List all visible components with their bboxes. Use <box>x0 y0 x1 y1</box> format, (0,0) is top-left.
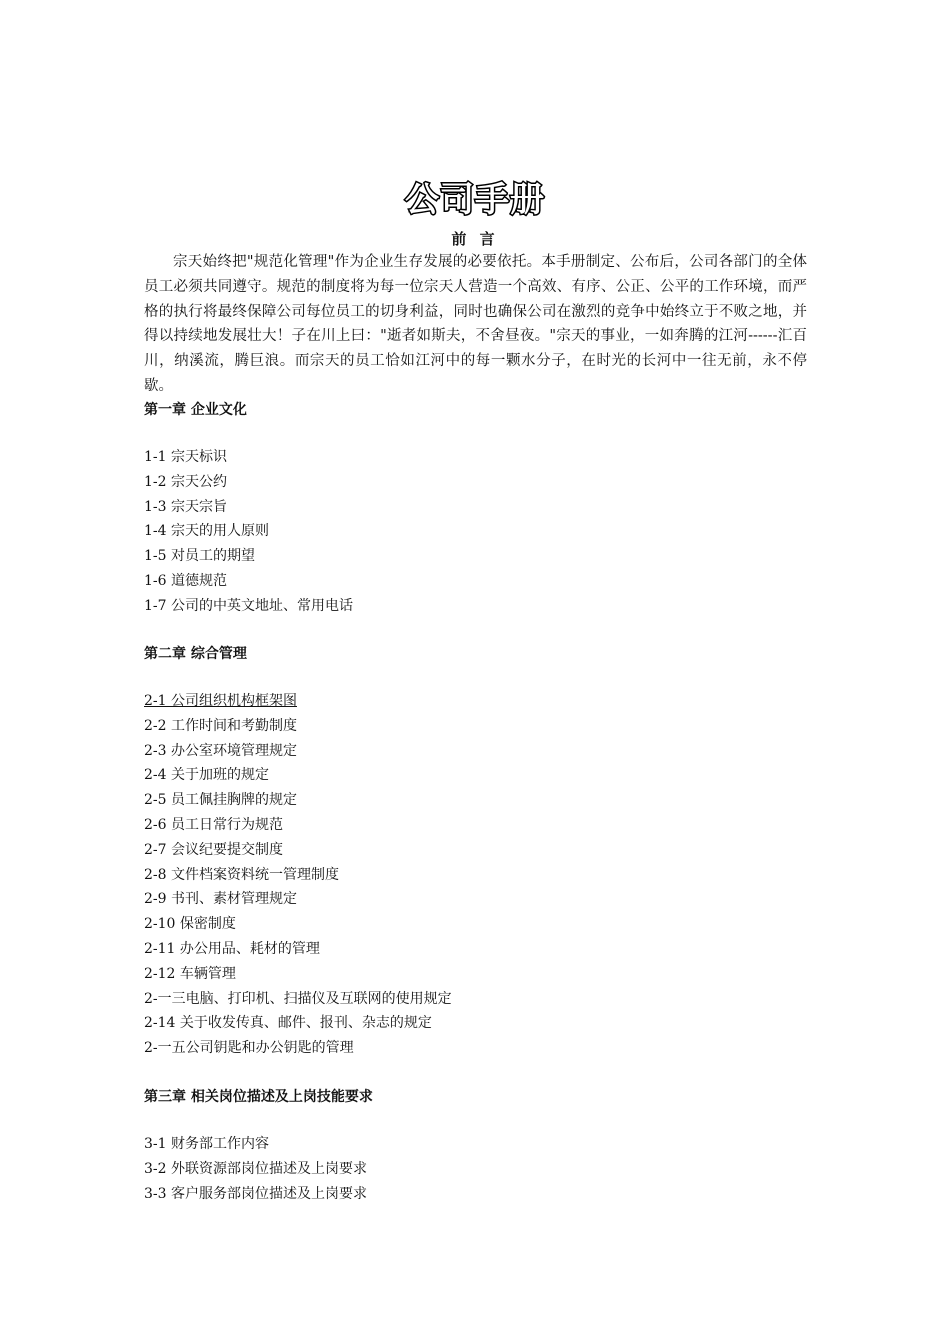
toc-item: 2-14 关于收发传真、邮件、报刊、杂志的规定 <box>144 1015 432 1032</box>
toc-item: 2-8 文件档案资料统一管理制度 <box>144 866 339 883</box>
toc-item: 2-一五公司钥匙和办公钥匙的管理 <box>144 1040 354 1057</box>
toc-item: 1-3 宗天宗旨 <box>144 498 227 515</box>
toc-link-org-chart[interactable]: 2-1 公司组织机构框架图 <box>144 693 297 709</box>
toc-item: 2-9 书刊、素材管理规定 <box>144 891 297 908</box>
toc-item: 2-一三电脑、打印机、扫描仪及互联网的使用规定 <box>144 990 452 1007</box>
toc-item: 3-2 外联资源部岗位描述及上岗要求 <box>144 1160 367 1177</box>
toc-item: 1-7 公司的中英文地址、常用电话 <box>144 597 353 614</box>
toc-item: 3-1 财务部工作内容 <box>144 1136 269 1152</box>
toc-item: 2-11 办公用品、耗材的管理 <box>144 940 320 957</box>
document-title: 公司手册 <box>405 180 545 220</box>
toc-item: 2-5 员工佩挂胸牌的规定 <box>144 792 297 809</box>
preface-heading: 前 言 <box>451 230 499 248</box>
toc-item: 1-6 道德规范 <box>144 572 227 589</box>
toc-item: 2-10 保密制度 <box>144 916 236 933</box>
chapter-3-heading: 第三章 相关岗位描述及上岗技能要求 <box>144 1089 373 1105</box>
toc-item: 2-3 办公室环境管理规定 <box>144 742 297 759</box>
toc-item: 2-6 员工日常行为规范 <box>144 816 283 833</box>
preface-paragraph: 宗天始终把"规范化管理"作为企业生存发展的必要依托。本手册制定、公布后，公司各部门的全体员工必须共同遵守。规范的制度将为每一位宗天人营造一个高效、有序、公正、公平的工作环境，而严格的执行将最终保障公司每位员工的切身利益，同时也确保公司在激烈的竞争中始终立于不败之地，并得以持续地发展壮大！子在川上曰："逝者如斯夫，不舍昼夜。"宗天的事业，一如奔腾的江河------汇百川，纳溪流，腾巨浪。而宗天的员工恰如江河中的每一颗水分子，在时光的长河中一往无前，永不停歇。 <box>144 254 807 394</box>
chapter-2-heading: 第二章 综合管理 <box>144 646 247 662</box>
toc-item: 2-2 工作时间和考勤制度 <box>144 717 297 734</box>
toc-item: 2-7 会议纪要提交制度 <box>144 841 283 858</box>
toc-item: 3-3 客户服务部岗位描述及上岗要求 <box>144 1185 367 1202</box>
toc-item: 2-12 车辆管理 <box>144 965 236 982</box>
chapter-1-heading: 第一章 企业文化 <box>144 402 247 418</box>
chapter-3-toc <box>144 1132 367 1206</box>
toc-item: 1-1 宗天标识 <box>144 449 227 465</box>
toc-item: 1-2 宗天公约 <box>144 473 227 490</box>
toc-item: 1-4 宗天的用人原则 <box>144 523 269 540</box>
toc-item: 2-4 关于加班的规定 <box>144 767 269 784</box>
chapter-2-toc <box>144 689 452 1061</box>
chapter-1-toc <box>144 445 353 619</box>
toc-item: 1-5 对员工的期望 <box>144 548 255 565</box>
